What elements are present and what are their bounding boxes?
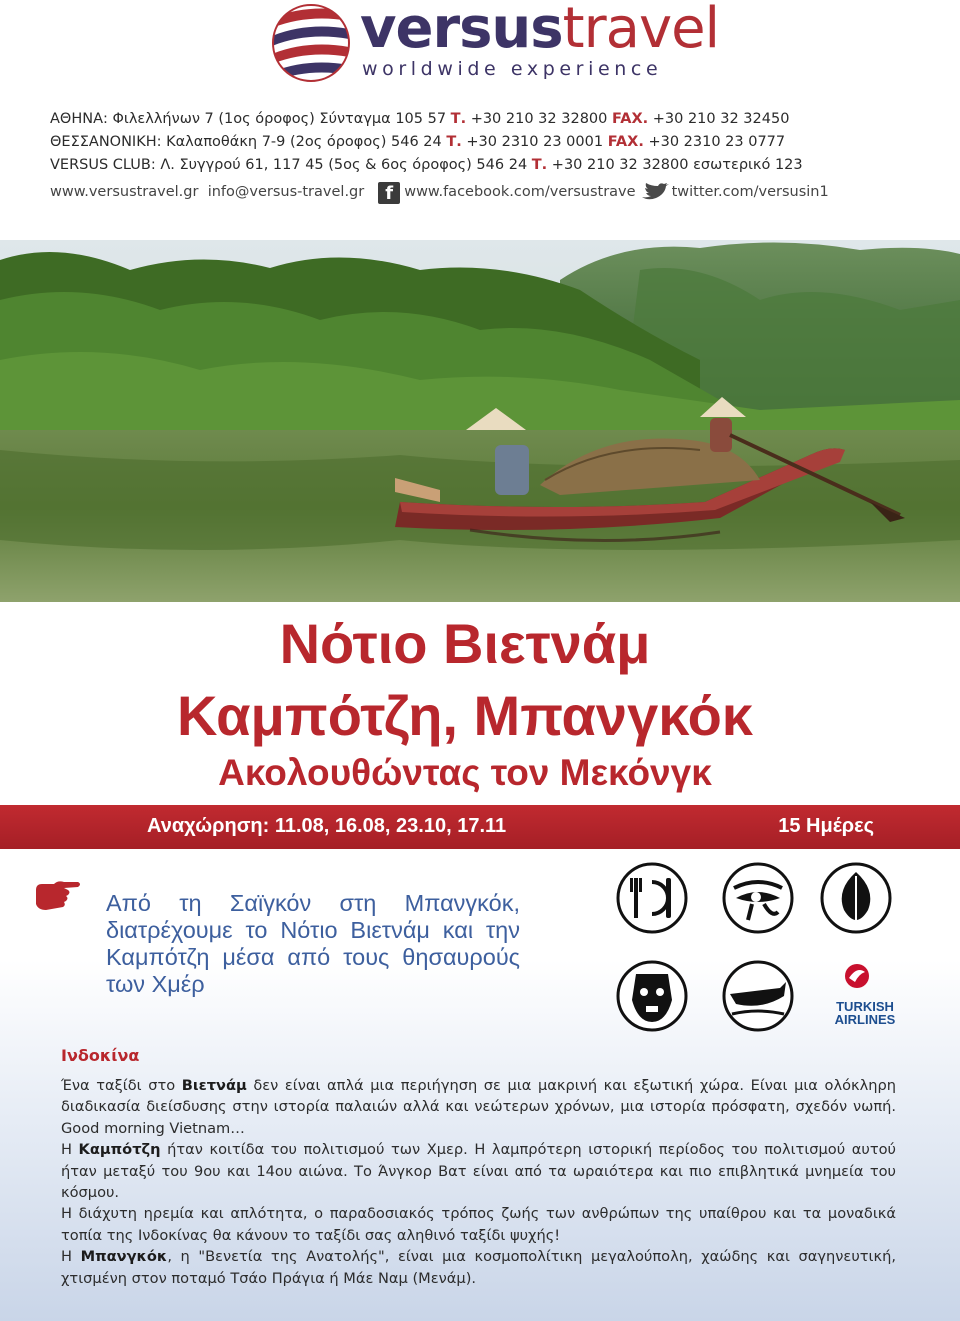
hero-photo-mekong-boat bbox=[0, 240, 960, 602]
globe-logo-icon bbox=[268, 0, 354, 86]
website-link[interactable]: www.versustravel.gr bbox=[50, 184, 199, 200]
facebook-icon[interactable]: f bbox=[378, 182, 400, 204]
intro-text: Από τη Σαϊγκόν στη Μπανγκόκ, διατρέχουμε το Νότιο Βιετνάμ και την Καμπότζη μέσα από τους θησαυρούς των Χμέρ bbox=[106, 890, 520, 997]
athens-fax-label: FAX. bbox=[611, 111, 649, 127]
departure-dates: Αναχώρηση: 11.08, 16.08, 23.10, 17.11 bbox=[147, 815, 507, 837]
body-text bbox=[61, 1075, 896, 1289]
thessaloniki-address: Καλαποθάκη 7-9 (2ος όροφος) 546 24 bbox=[166, 134, 442, 150]
p1-lead: Ένα ταξίδι στο bbox=[61, 1077, 182, 1094]
mask-icon bbox=[616, 960, 688, 1032]
leaf-icon bbox=[820, 862, 892, 934]
p4-lead: Η bbox=[61, 1248, 81, 1266]
versus-travel-logo[interactable] bbox=[268, 0, 720, 90]
logo-wordmark bbox=[360, 0, 719, 61]
section-heading: Ινδοκίνα bbox=[61, 1046, 140, 1065]
paragraph-bangkok bbox=[61, 1246, 896, 1289]
feature-icons bbox=[614, 862, 904, 1027]
club-label: VERSUS CLUB: bbox=[50, 157, 156, 173]
airline-name-line1: TURKISH bbox=[836, 999, 894, 1014]
p2-lead: Η bbox=[61, 1141, 79, 1159]
turkish-airlines-text bbox=[830, 1000, 900, 1026]
thessaloniki-tel[interactable]: +30 2310 23 0001 bbox=[466, 134, 604, 150]
twitter-link[interactable]: twitter.com/versusin1 bbox=[671, 184, 829, 200]
contact-athens bbox=[50, 108, 930, 131]
thessaloniki-fax-label: FAX. bbox=[607, 134, 644, 150]
paragraph-indochina: Η διάχυτη ηρεμία και απλότητα, ο παραδοσιακός τρόπος ζωής των ανθρώπων της υπαίθρου και τα μοναδικά τοπία της Ινδοκίνας θα κάνουν το ταξίδι σας αληθινό ταξίδι ψυχής! bbox=[61, 1205, 896, 1244]
thessaloniki-fax: +30 2310 23 0777 bbox=[648, 134, 786, 150]
club-tel[interactable]: +30 210 32 32800 εσωτερικό 123 bbox=[551, 157, 803, 173]
pointing-hand-icon bbox=[34, 878, 82, 916]
logo-tagline: worldwide experience bbox=[362, 58, 663, 80]
p1-rest: δεν είναι απλά μια περιήγηση σε μια μακρινή και εξωτική χώρα. Είναι μια ολόκληρη διαδικασία διείσδυσης στην ιστορία παλαιών αλλά και νεώτερων χρόνων, μια ιστορία πρόσφατη, σχεδόν νωπή. Good morning Vietnam… bbox=[61, 1077, 897, 1137]
contact-thessaloniki bbox=[50, 131, 930, 154]
athens-label: ΑΘΗΝΑ: bbox=[50, 111, 108, 127]
title-line-2: Καμπότζη, Μπανγκόκ bbox=[176, 684, 754, 747]
thessaloniki-tel-label: Τ. bbox=[446, 134, 462, 150]
boat-icon bbox=[722, 960, 794, 1032]
trip-duration: 15 Ημέρες bbox=[778, 815, 874, 837]
twitter-icon[interactable] bbox=[640, 183, 670, 203]
paragraph-vietnam bbox=[61, 1075, 896, 1139]
athens-tel[interactable]: +30 210 32 32800 bbox=[470, 111, 608, 127]
departure-band bbox=[0, 805, 960, 849]
dining-icon bbox=[616, 862, 688, 934]
club-tel-label: Τ. bbox=[531, 157, 548, 173]
p1-bold: Βιετνάμ bbox=[181, 1077, 247, 1094]
turkish-airlines-logo bbox=[831, 962, 883, 1002]
airline-name-line2: AIRLINES bbox=[834, 1012, 896, 1027]
eye-of-horus-icon bbox=[722, 862, 794, 934]
email-link[interactable]: info@versus-travel.gr bbox=[207, 184, 365, 200]
title-line-1: Νότιο Βιετνάμ bbox=[279, 612, 651, 675]
athens-fax: +30 210 32 32450 bbox=[652, 111, 790, 127]
athens-address: Φιλελλήνων 7 (1ος όροφος) Σύνταγμα 105 57 bbox=[112, 111, 447, 127]
p2-rest: ήταν κοιτίδα του πολιτισμού των Χμερ. Η λαμπρότερη ιστορική περίοδος του πολιτισμού αυτού ήταν μεταξύ του 9ου και 14ου αιώνα. Το Άνγκορ Βατ είναι από τα ωραιότερα και πιο επιβλητικά μνημεία του κόσμου. bbox=[61, 1141, 896, 1202]
athens-tel-label: Τ. bbox=[450, 111, 467, 127]
p4-bold: Μπανγκόκ bbox=[80, 1248, 168, 1266]
paragraph-cambodia bbox=[61, 1139, 896, 1203]
p4-rest: , η "Βενετία της Ανατολής", είναι μια κοσμοπολίτικη μεγαλούπολη, χαώδης και σαγηνευτική, χτισμένη στον ποταμό Τσάο Πράγια ή Μάε Ναμ (Μενάμ). bbox=[61, 1248, 896, 1287]
thessaloniki-label: ΘΕΣΣΑΝΟΝΙΚΗ: bbox=[50, 134, 162, 150]
logo-word-versus: versus bbox=[360, 0, 563, 61]
club-address: Λ. Συγγρού 61, 117 45 (5ος & 6ος όροφος) 546 24 bbox=[160, 157, 528, 173]
facebook-link[interactable]: www.facebook.com/versustrave bbox=[404, 184, 636, 200]
p2-bold: Καμπότζη bbox=[78, 1141, 161, 1159]
contact-block bbox=[50, 108, 930, 204]
logo-word-travel: travel bbox=[562, 0, 720, 61]
contact-links bbox=[50, 181, 930, 204]
title-subtitle: Ακολουθώντας τον Μεκόνγκ bbox=[218, 752, 712, 793]
contact-club bbox=[50, 154, 930, 177]
